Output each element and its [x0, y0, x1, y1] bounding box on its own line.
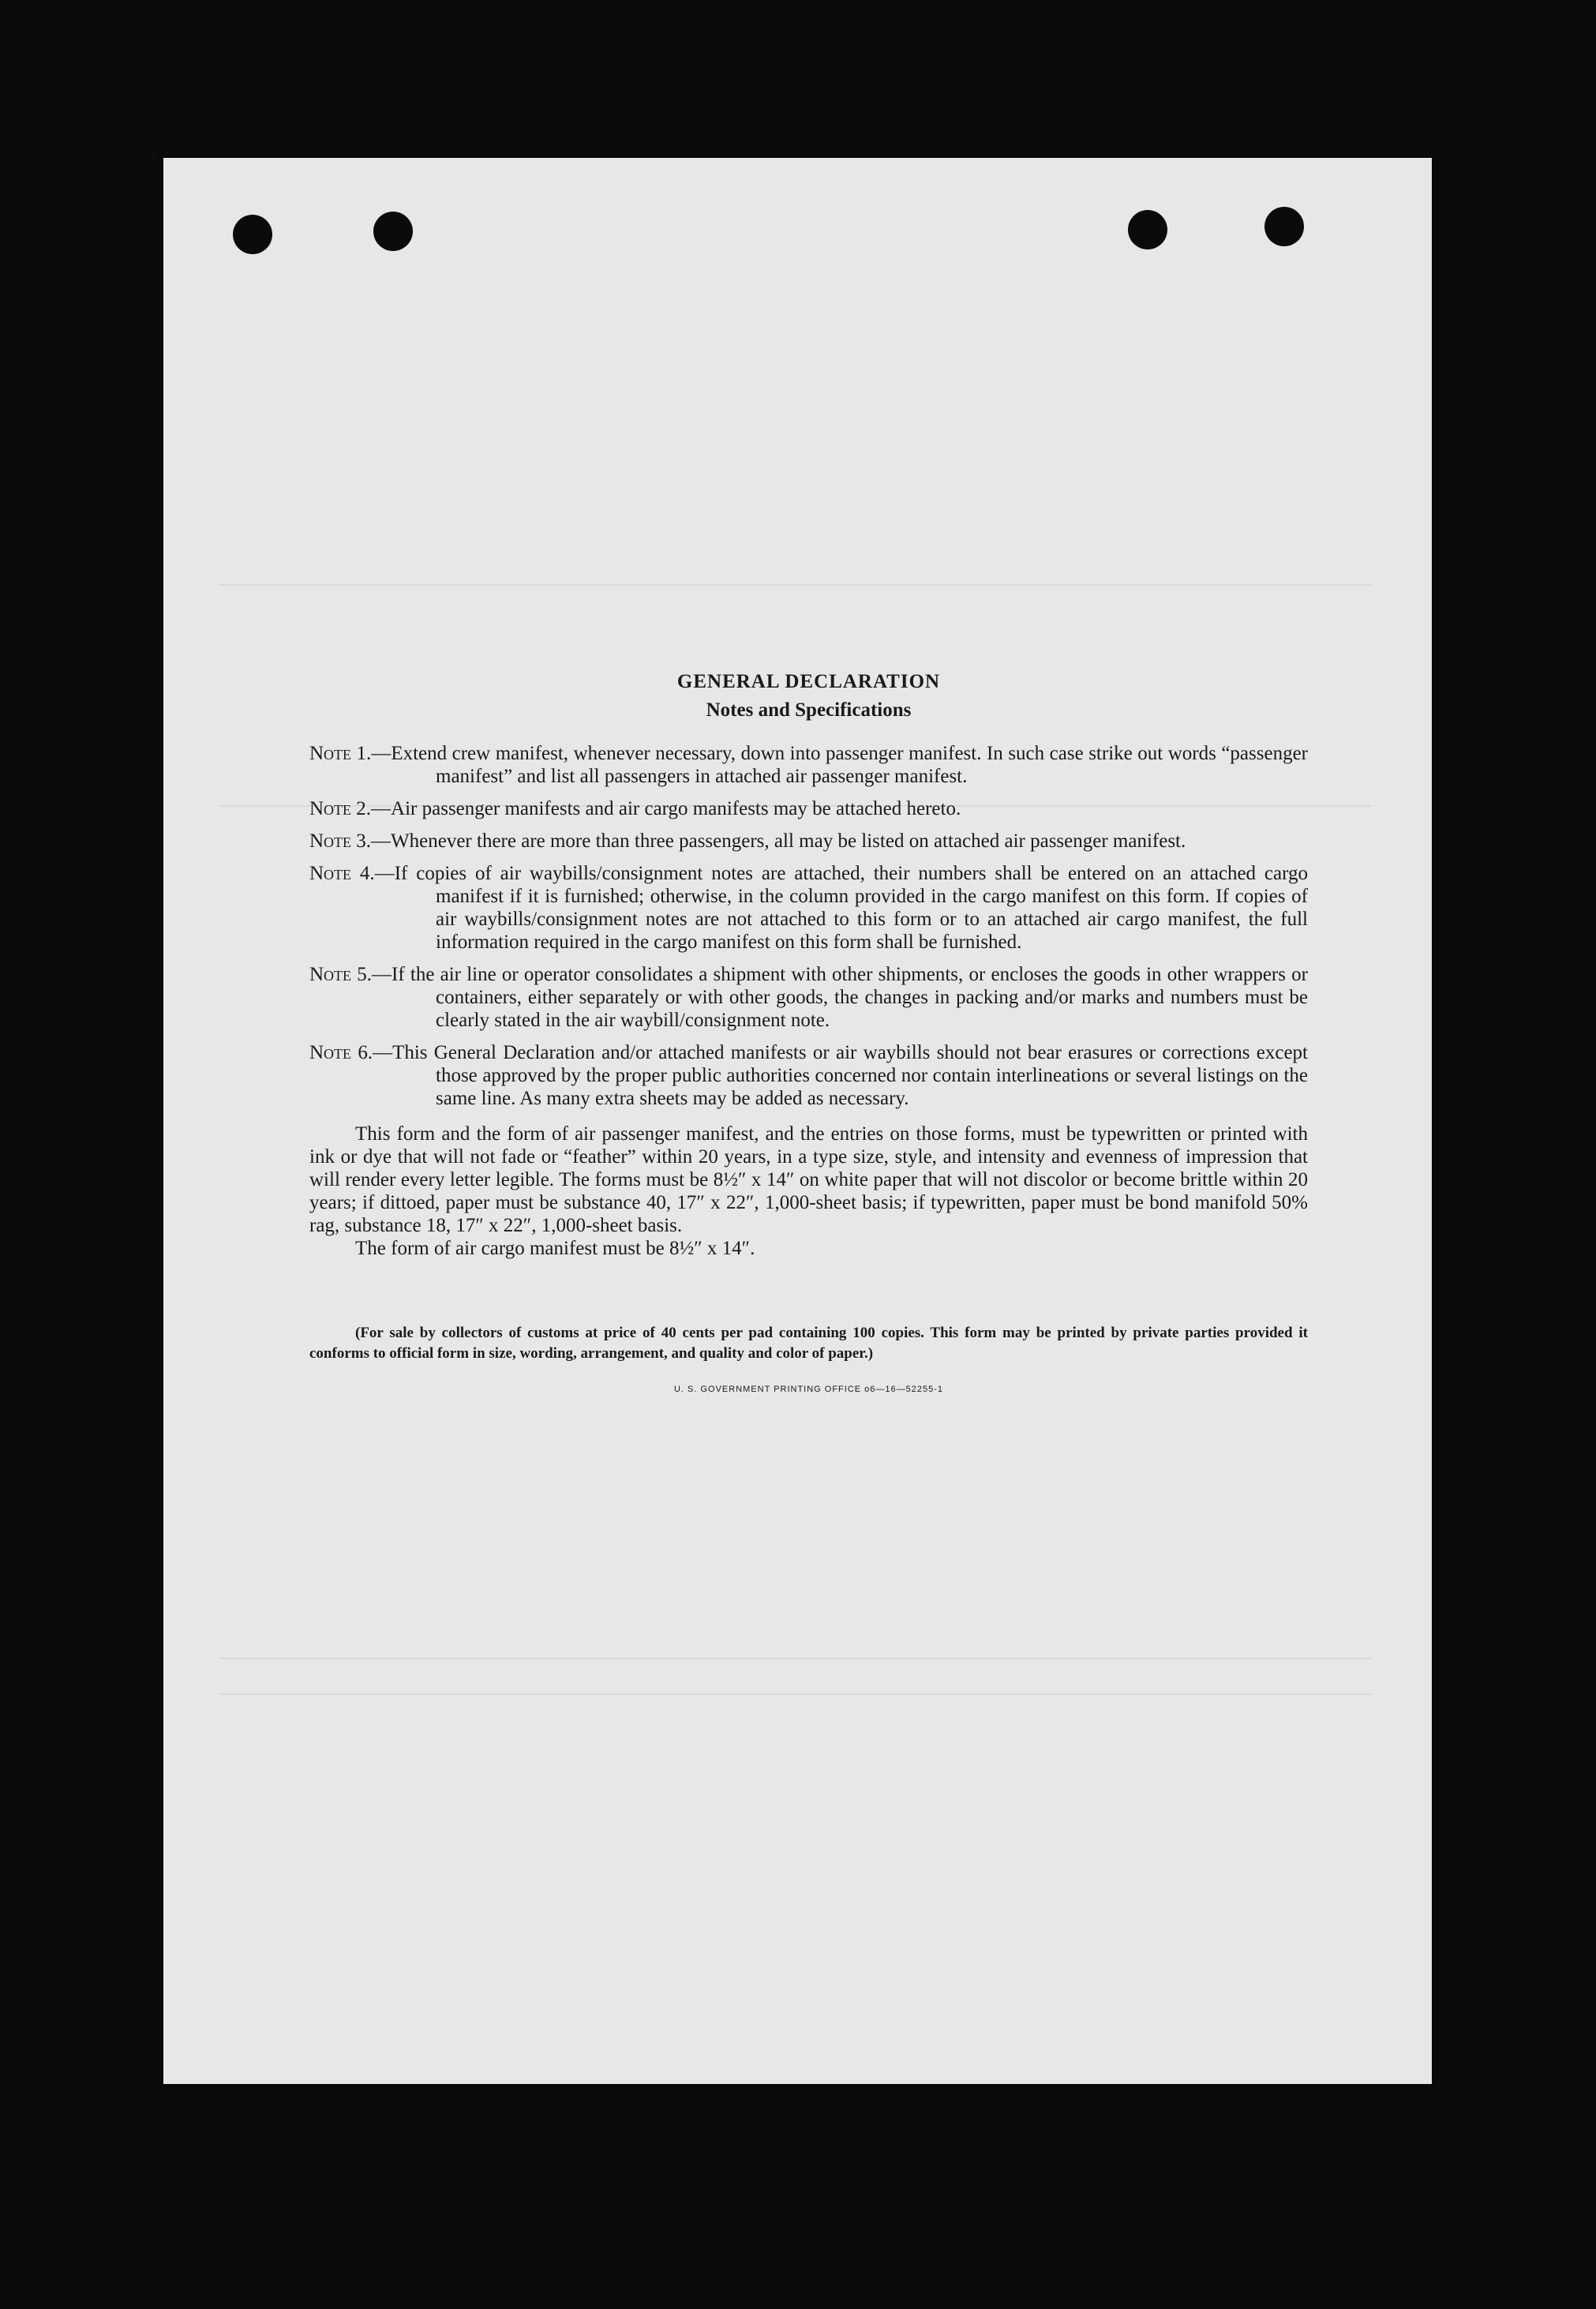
show-through-line — [219, 1693, 1371, 1695]
note-label: Note 1. — [309, 743, 372, 764]
note-1 — [309, 742, 1308, 788]
note-label: Note 4. — [309, 863, 375, 884]
document-content — [309, 671, 1308, 1394]
punch-hole-3 — [1128, 210, 1167, 249]
note-label: Note 5. — [309, 964, 373, 985]
punch-hole-2 — [373, 212, 413, 251]
note-4 — [309, 862, 1308, 954]
punch-hole-1 — [233, 215, 272, 254]
document-page — [163, 158, 1432, 2084]
printer-imprint: U. S. GOVERNMENT PRINTING OFFICE o6—16—52255-1 — [673, 1385, 944, 1394]
note-3 — [309, 830, 1308, 853]
note-6 — [309, 1041, 1308, 1110]
specification-paragraph: This form and the form of air passenger manifest, and the entries on those forms, must be typewritten or printed with ink or dye that will not fade or “feather” within 20 years, in a type size, style, and intensity and evenness of impression that will render every letter legible. The forms must be 8½″ x 14″ on white paper that will not discolor or become brittle within 20 years; if dittoed, paper must be substance 40, 17″ x 22″, 1,000-sheet basis; if typewritten, paper must be bond manifold 50% rag, substance 18, 17″ x 22″, 1,000-sheet basis. — [309, 1123, 1308, 1236]
note-text: —Air passenger manifests and air cargo manifests may be attached hereto. — [371, 798, 961, 819]
note-label: Note 6. — [309, 1042, 373, 1063]
note-text: —Extend crew manifest, whenever necessary, down into passenger manifest. In such case strike out words “passenger manifest” and list all passengers in attached air passenger manifest. — [371, 743, 1308, 787]
note-5 — [309, 963, 1308, 1032]
note-text: —Whenever there are more than three passengers, all may be listed on attached air passenger manifest. — [371, 830, 1186, 852]
document-title: GENERAL DECLARATION — [676, 671, 941, 692]
note-2 — [309, 797, 1308, 820]
document-subtitle: Notes and Specifications — [706, 699, 912, 721]
note-text: —This General Declaration and/or attached manifests or air waybills should not bear erasures or corrections except those approved by the proper public authorities concerned nor contain interlineations or several listings on the same line. As many extra sheets may be added as necessary. — [373, 1042, 1308, 1109]
show-through-line — [219, 1658, 1371, 1659]
note-label: Note 3. — [309, 830, 372, 852]
show-through-line — [219, 584, 1371, 586]
punch-hole-4 — [1264, 207, 1304, 246]
note-text: —If the air line or operator consolidates a shipment with other shipments, or encloses the goods in other wrappers or containers, either separately or with other goods, the changes in packing and/or marks and numbers must be clearly stated in the air waybill/consignment note. — [372, 964, 1309, 1031]
note-label: Note 2. — [309, 798, 372, 819]
cargo-manifest-size-paragraph: The form of air cargo manifest must be 8½″ x 14″. — [355, 1238, 755, 1259]
sale-notice: (For sale by collectors of customs at price of 40 cents per pad containing 100 copies. This form may be printed by private parties provided it conforms to official form in size, wording, arrangement, and quality and color of paper.) — [309, 1325, 1308, 1362]
note-text: —If copies of air waybills/consignment notes are attached, their numbers shall be entered on an attached cargo manifest if it is furnished; otherwise, in the column provided in the cargo manifest on this form. If copies of air waybills/consignment notes are not attached to this form or to an attached air cargo manifest, the full information required in the cargo manifest on this form shall be furnished. — [374, 863, 1309, 953]
